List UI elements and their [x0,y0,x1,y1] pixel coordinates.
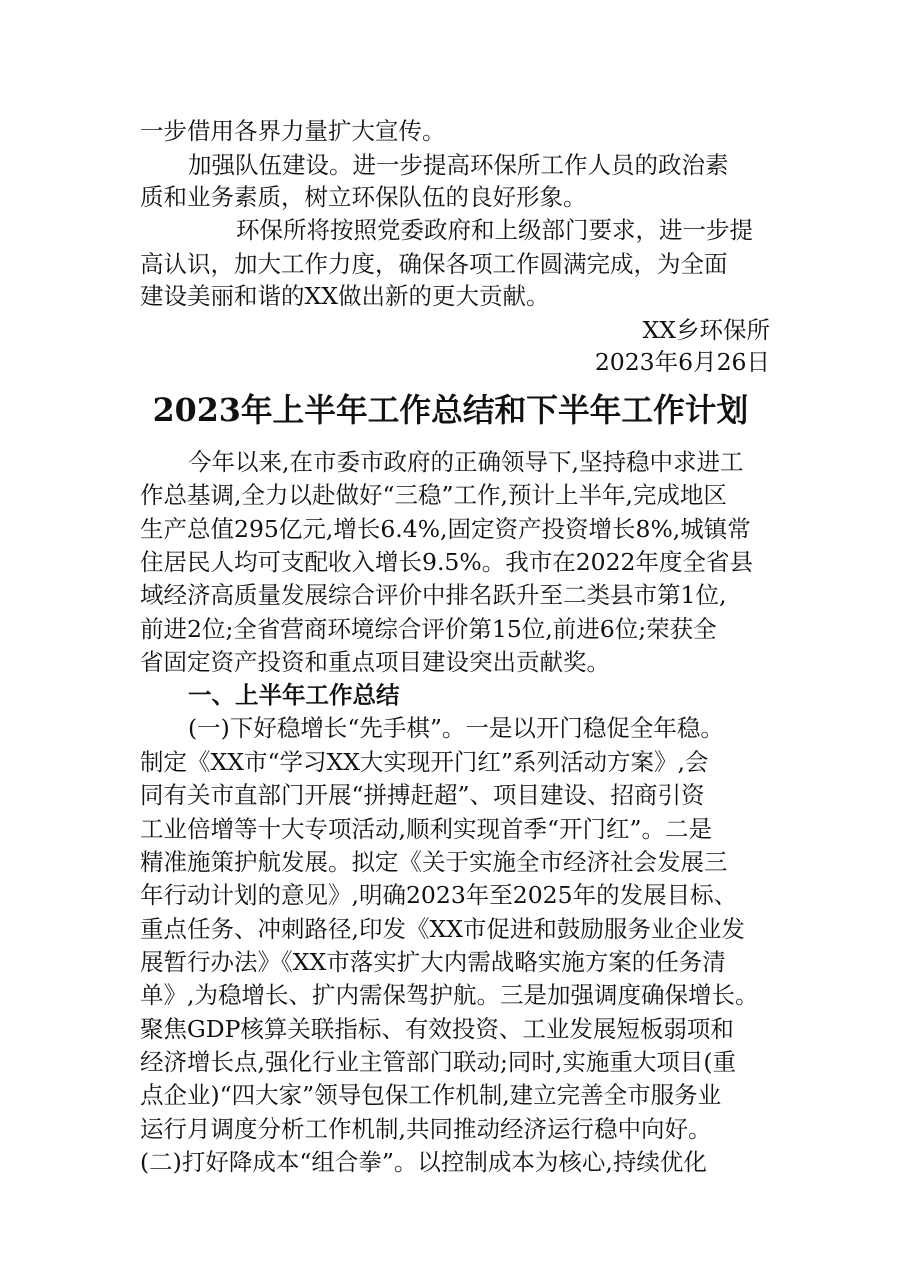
intro-line-7: 省固定资产投资和重点项目建设突出贡献奖。 [140,648,610,676]
section-heading: 一、上半年工作总结 [188,681,400,709]
prev-line-5: 高认识，加大工作力度，确保各项工作圆满完成，为全面 [140,250,728,278]
intro-line-1: 今年以来,在市委市政府的正确领导下,坚持稳中求进工 [188,448,744,476]
signature-org: XX乡环保所 [642,316,770,344]
prev-line-4: 环保所将按照党委政府和上级部门要求，进一步提 [236,216,753,244]
intro-line-2: 作总基调,全力以赴做好“三稳”工作,预计上半年,完成地区 [140,481,727,509]
section-line-8: 展暂行办法》《XX市落实扩大内需战略实施方案的任务清 [140,948,726,976]
section-line-4: 工业倍增等十大专项活动,顺利实现首季“开门红”。二是 [140,815,712,843]
section-line-14: (二)打好降成本“组合拳”。以控制成本为核心,持续优化 [140,1148,707,1176]
intro-line-5: 域经济高质量发展综合评价中排名跃升至二类县市第1位, [140,581,727,609]
section-line-9: 单》,为稳增长、扩内需保驾护航。三是加强调度确保增长。 [140,981,759,1009]
section-line-5: 精准施策护航发展。拟定《关于实施全市经济社会发展三 [140,848,728,876]
intro-line-4: 住居民人均可支配收入增长9.5%。我市在2022年度全省县 [140,548,754,576]
section-line-12: 点企业)“四大家”领导包保工作机制,建立完善全市服务业 [140,1081,722,1109]
section-line-7: 重点任务、冲刺路径,印发《XX市促进和鼓励服务业企业发 [140,915,745,943]
section-line-11: 经济增长点,强化行业主管部门联动;同时,实施重大项目(重 [140,1048,737,1076]
section-line-1: (一)下好稳增长“先手棋”。一是以开门稳促全年稳。 [188,714,724,742]
section-line-2: 制定《XX市“学习XX大实现开门红”系列活动方案》,会 [140,748,709,776]
document-title: 2023年上半年工作总结和下半年工作计划 [152,391,749,429]
intro-line-6: 前进2位;全省营商环境综合评价第15位,前进6位;荣获全 [140,615,717,643]
section-line-10: 聚焦GDP核算关联指标、有效投资、工业发展短板弱项和 [140,1015,734,1043]
section-line-3: 同有关市直部门开展“拼搏赶超”、项目建设、招商引资 [140,781,705,809]
section-line-6: 年行动计划的意见》,明确2023年至2025年的发展目标、 [140,881,738,909]
prev-line-2: 加强队伍建设。进一步提高环保所工作人员的政治素 [188,151,729,179]
prev-line-1: 一步借用各界力量扩大宣传。 [140,117,446,145]
prev-line-3: 质和业务素质，树立环保队伍的良好形象。 [140,183,587,211]
signature-date: 2023年6月26日 [594,348,770,376]
intro-line-3: 生产总值295亿元,增长6.4%,固定资产投资增长8%,城镇常 [140,515,751,543]
prev-line-6: 建设美丽和谐的XX做出新的更大贡献。 [140,282,550,310]
section-line-13: 运行月调度分析工作机制,共同推动经济运行稳中向好。 [140,1115,712,1143]
